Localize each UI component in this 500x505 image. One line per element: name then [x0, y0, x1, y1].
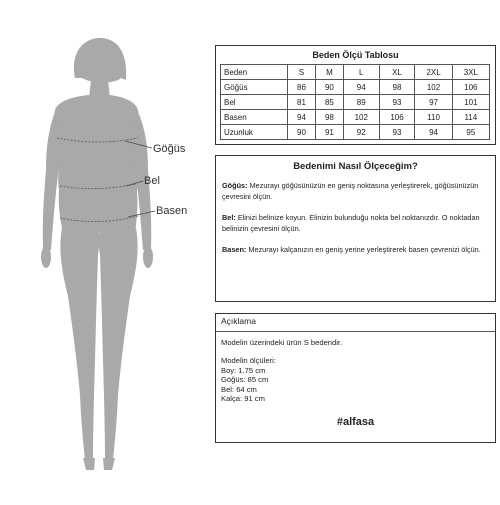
- table-cell: 85: [315, 95, 343, 110]
- model-size-note: Modelin üzerindeki ürün S bedendir.: [221, 337, 343, 347]
- table-cell: 89: [343, 95, 379, 110]
- guide-item-hip: Basen: Mezurayı kalçanızın en geniş yerine yerleştirerek basen çevrenizi ölçün.: [222, 245, 481, 254]
- body-silhouette-illustration: [0, 0, 215, 500]
- header-cell: XL: [379, 65, 415, 80]
- header-cell: S: [288, 65, 316, 80]
- model-measurement: Göğüs: 85 cm: [221, 375, 269, 384]
- size-chart-title: Beden Ölçü Tablosu: [312, 50, 399, 60]
- guide-item-waist: Bel: Elinizi belinize koyun. Elinizin bulunduğu nokta bel noktanızdır. O noktadan belinizin çevresini ölçün.: [222, 213, 480, 233]
- header-cell: 2XL: [415, 65, 452, 80]
- table-cell: 110: [415, 110, 452, 125]
- description-box: [215, 313, 496, 443]
- table-cell: 106: [452, 80, 489, 95]
- waist-label: Bel: [144, 175, 160, 187]
- table-cell: Uzunluk: [221, 125, 288, 140]
- table-cell: 95: [452, 125, 489, 140]
- model-measurement: Bel: 64 cm: [221, 384, 257, 394]
- table-cell: 94: [288, 110, 316, 125]
- model-measurement: Kalça: 91 cm: [221, 394, 265, 403]
- description-body: [216, 332, 495, 404]
- table-cell: 94: [343, 80, 379, 95]
- table-row: [221, 95, 490, 110]
- measure-guide-text: [216, 180, 495, 255]
- table-row: [221, 125, 490, 140]
- header-cell: L: [343, 65, 379, 80]
- table-cell: 97: [415, 95, 452, 110]
- header-cell: 3XL: [452, 65, 489, 80]
- table-cell: Bel: [221, 95, 288, 110]
- table-cell: 106: [379, 110, 415, 125]
- table-cell: 114: [452, 110, 489, 125]
- model-measurements-title: Modelin ölçüleri:: [221, 356, 276, 365]
- table-cell: 93: [379, 125, 415, 140]
- table-cell: 102: [415, 80, 452, 95]
- table-row: [221, 80, 490, 95]
- description-title: Açıklama: [216, 314, 495, 332]
- table-cell: 90: [315, 80, 343, 95]
- table-cell: 94: [415, 125, 452, 140]
- header-cell: Beden: [221, 65, 288, 80]
- table-cell: 101: [452, 95, 489, 110]
- measure-guide-box: [215, 155, 496, 302]
- brand-hashtag: #alfasa: [336, 416, 375, 428]
- table-cell: 81: [288, 95, 316, 110]
- guide-item-chest: Göğüs: Mezurayı göğüsünüzün en geniş noktasına yerleştirerek, göğüsünüzün çevresini ölçün.: [222, 181, 479, 201]
- size-chart-table: [220, 64, 490, 140]
- table-cell: 92: [343, 125, 379, 140]
- measure-guide-title: Bedenimi Nasıl Ölçeceğim?: [293, 161, 418, 172]
- table-cell: 98: [315, 110, 343, 125]
- table-row: [221, 110, 490, 125]
- table-cell: 91: [315, 125, 343, 140]
- table-cell: 93: [379, 95, 415, 110]
- header-cell: M: [315, 65, 343, 80]
- table-cell: Göğüs: [221, 80, 288, 95]
- hip-label: Basen: [156, 205, 188, 217]
- chest-label: Göğüs: [153, 143, 186, 155]
- table-cell: 86: [288, 80, 316, 95]
- table-cell: 98: [379, 80, 415, 95]
- table-cell: 102: [343, 110, 379, 125]
- body-silhouette: [0, 0, 215, 500]
- table-cell: Basen: [221, 110, 288, 125]
- table-header-row: [221, 65, 490, 80]
- model-measurement: Boy: 1.75 cm: [221, 365, 266, 375]
- size-chart-box: [215, 45, 496, 145]
- table-cell: 90: [288, 125, 316, 140]
